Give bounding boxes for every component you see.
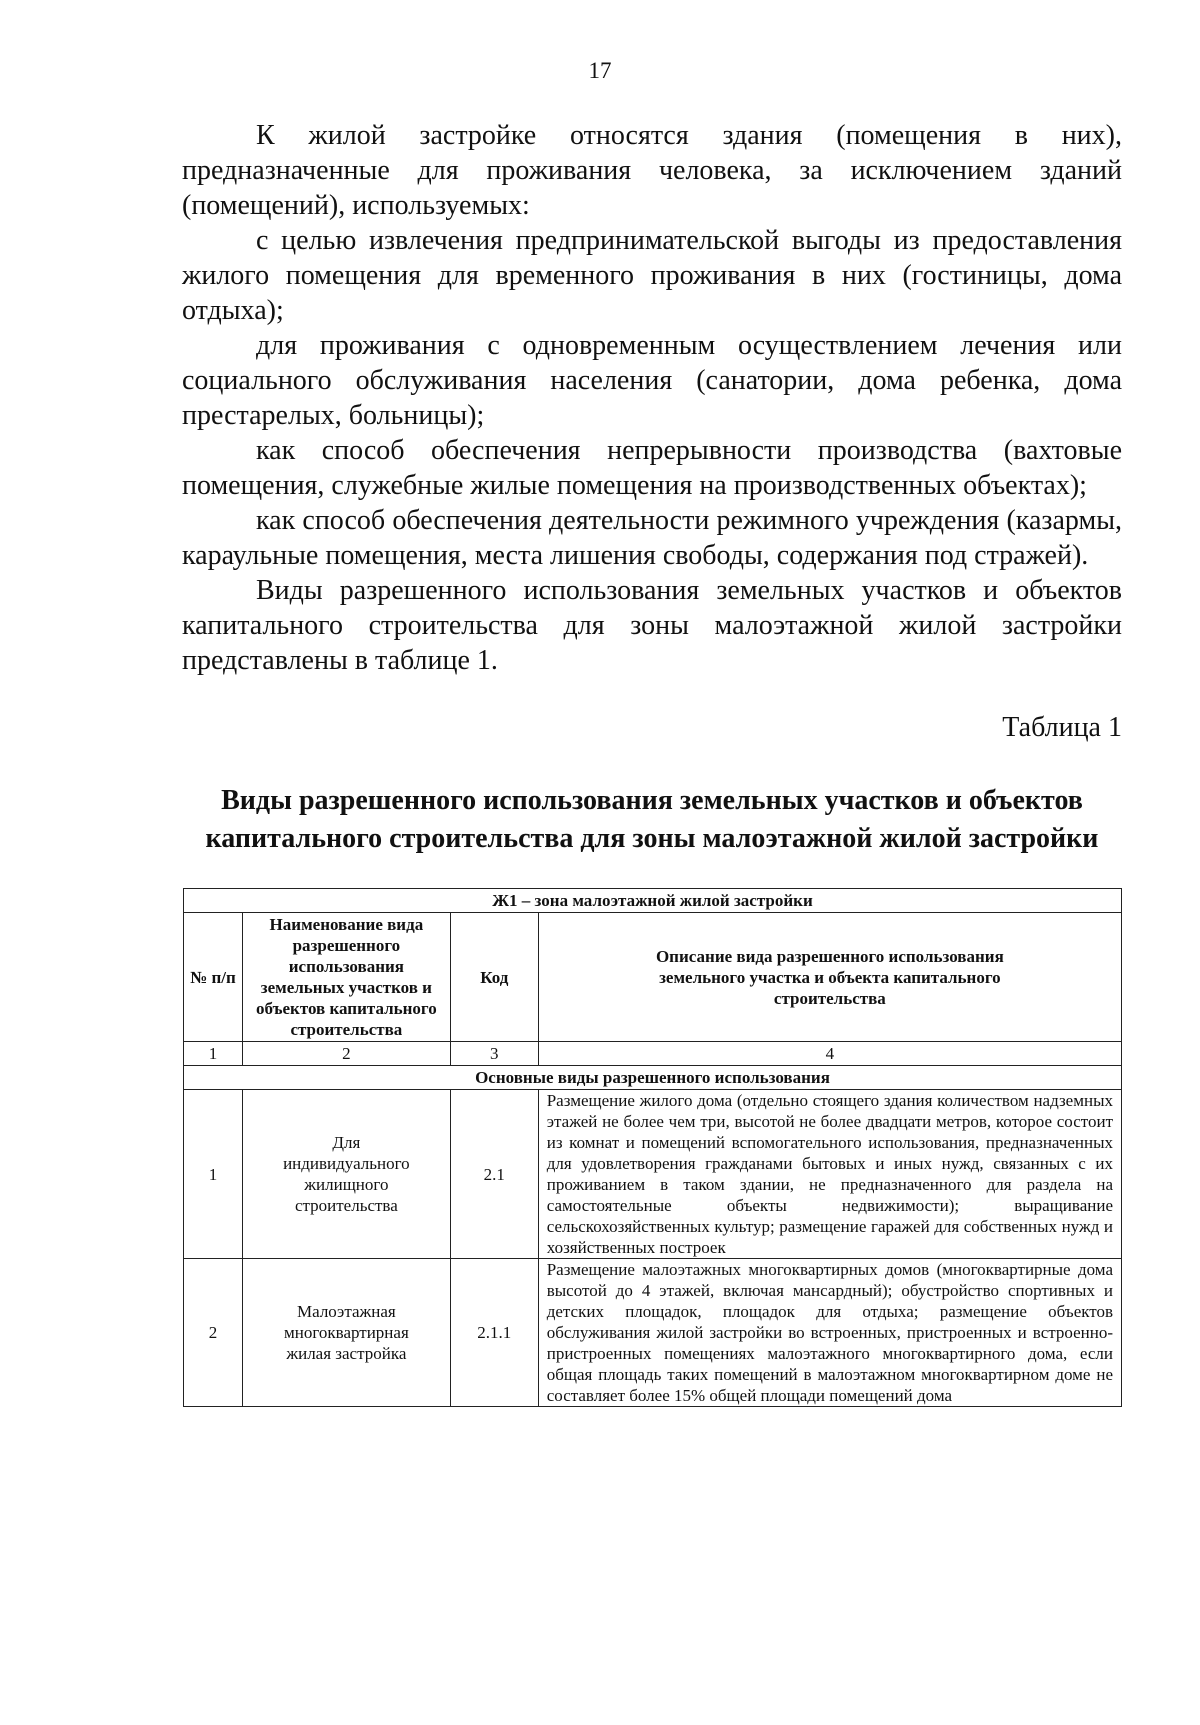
section-header: Основные виды разрешенного использования	[184, 1066, 1122, 1090]
table-title-line-1: Виды разрешенного использования земельных участков и объектов	[221, 785, 1083, 816]
paragraph-table-ref: Виды разрешенного использования земельных участков и объектов капитального строительства для зоны малоэтажной жилой застройки представлены в таблице 1.	[182, 575, 1122, 676]
row-num: 2	[184, 1259, 243, 1407]
column-header-row	[184, 913, 1122, 1042]
paragraph-intro: К жилой застройке относятся здания (помещения в них), предназначенные для проживания человека, за исключением зданий (помещений), используемых:	[182, 120, 1122, 221]
header-name: Наименование вида разрешенного использования земельных участков и объектов капитального строительства	[242, 913, 450, 1042]
row-description: Размещение жилого дома (отдельно стоящего здания количеством надземных этажей не более чем три, высотой не более двадцати метров, которое состоит из комнат и помещений вспомогательного использования, предназначенных для удовлетворения гражданами бытовых и иных нужд, связанных с их проживанием в таком здании, не предназначенного для раздела на самостоятельные объекты недвижимости); выращивание сельскохозяйственных культур; размещение гаражей для собственных нужд и хозяйственных построек	[538, 1090, 1121, 1259]
paragraph-hotels: с целью извлечения предпринимательской выгоды из предоставления жилого помещения для временного проживания в них (гостиницы, дома отдыха);	[182, 225, 1122, 326]
body-text	[182, 118, 1122, 678]
column-number-row	[184, 1042, 1122, 1066]
section-header-row	[184, 1066, 1122, 1090]
zone-header: Ж1 – зона малоэтажной жилой застройки	[184, 889, 1122, 913]
land-use-table	[183, 888, 1122, 1407]
column-number: 1	[184, 1042, 243, 1066]
paragraph-regime: как способ обеспечения деятельности режимного учреждения (казармы, караульные помещения, места лишения свободы, содержания под стражей).	[182, 505, 1122, 571]
paragraph-production: как способ обеспечения непрерывности производства (вахтовые помещения, служебные жилые помещения на производственных объектах);	[182, 435, 1122, 501]
table-row	[184, 1090, 1122, 1259]
table-title-line-2: капитального строительства для зоны малоэтажной жилой застройки	[205, 823, 1099, 854]
row-num: 1	[184, 1090, 243, 1259]
column-number: 2	[242, 1042, 450, 1066]
column-number: 4	[538, 1042, 1121, 1066]
table-title	[182, 782, 1122, 858]
header-num: № п/п	[184, 913, 243, 1042]
header-description: Описание вида разрешенного использования земельного участка и объекта капитального строительства	[538, 913, 1121, 1042]
table-label: Таблица 1	[1002, 712, 1122, 743]
page-number: 17	[588, 58, 612, 83]
paragraph-medical: для проживания с одновременным осуществлением лечения или социального обслуживания населения (санатории, дома ребенка, дома престарелых, больницы);	[182, 330, 1122, 431]
row-name: Для индивидуального жилищного строительства	[242, 1090, 450, 1259]
row-code: 2.1	[450, 1090, 538, 1259]
table-row	[184, 1259, 1122, 1407]
header-code: Код	[450, 913, 538, 1042]
column-number: 3	[450, 1042, 538, 1066]
row-name: Малоэтажная многоквартирная жилая застройка	[242, 1259, 450, 1407]
zone-header-row	[184, 889, 1122, 913]
row-code: 2.1.1	[450, 1259, 538, 1407]
row-description: Размещение малоэтажных многоквартирных домов (многоквартирные дома высотой до 4 этажей, включая мансардный); обустройство спортивных и детских площадок, площадок для отдыха; размещение объектов обслуживания жилой застройки во встроенных, пристроенных и встроенно-пристроенных помещениях малоэтажного многоквартирного дома, если общая площадь таких помещений в малоэтажном многоквартирном доме не составляет более 15% общей площади помещений дома	[538, 1259, 1121, 1407]
